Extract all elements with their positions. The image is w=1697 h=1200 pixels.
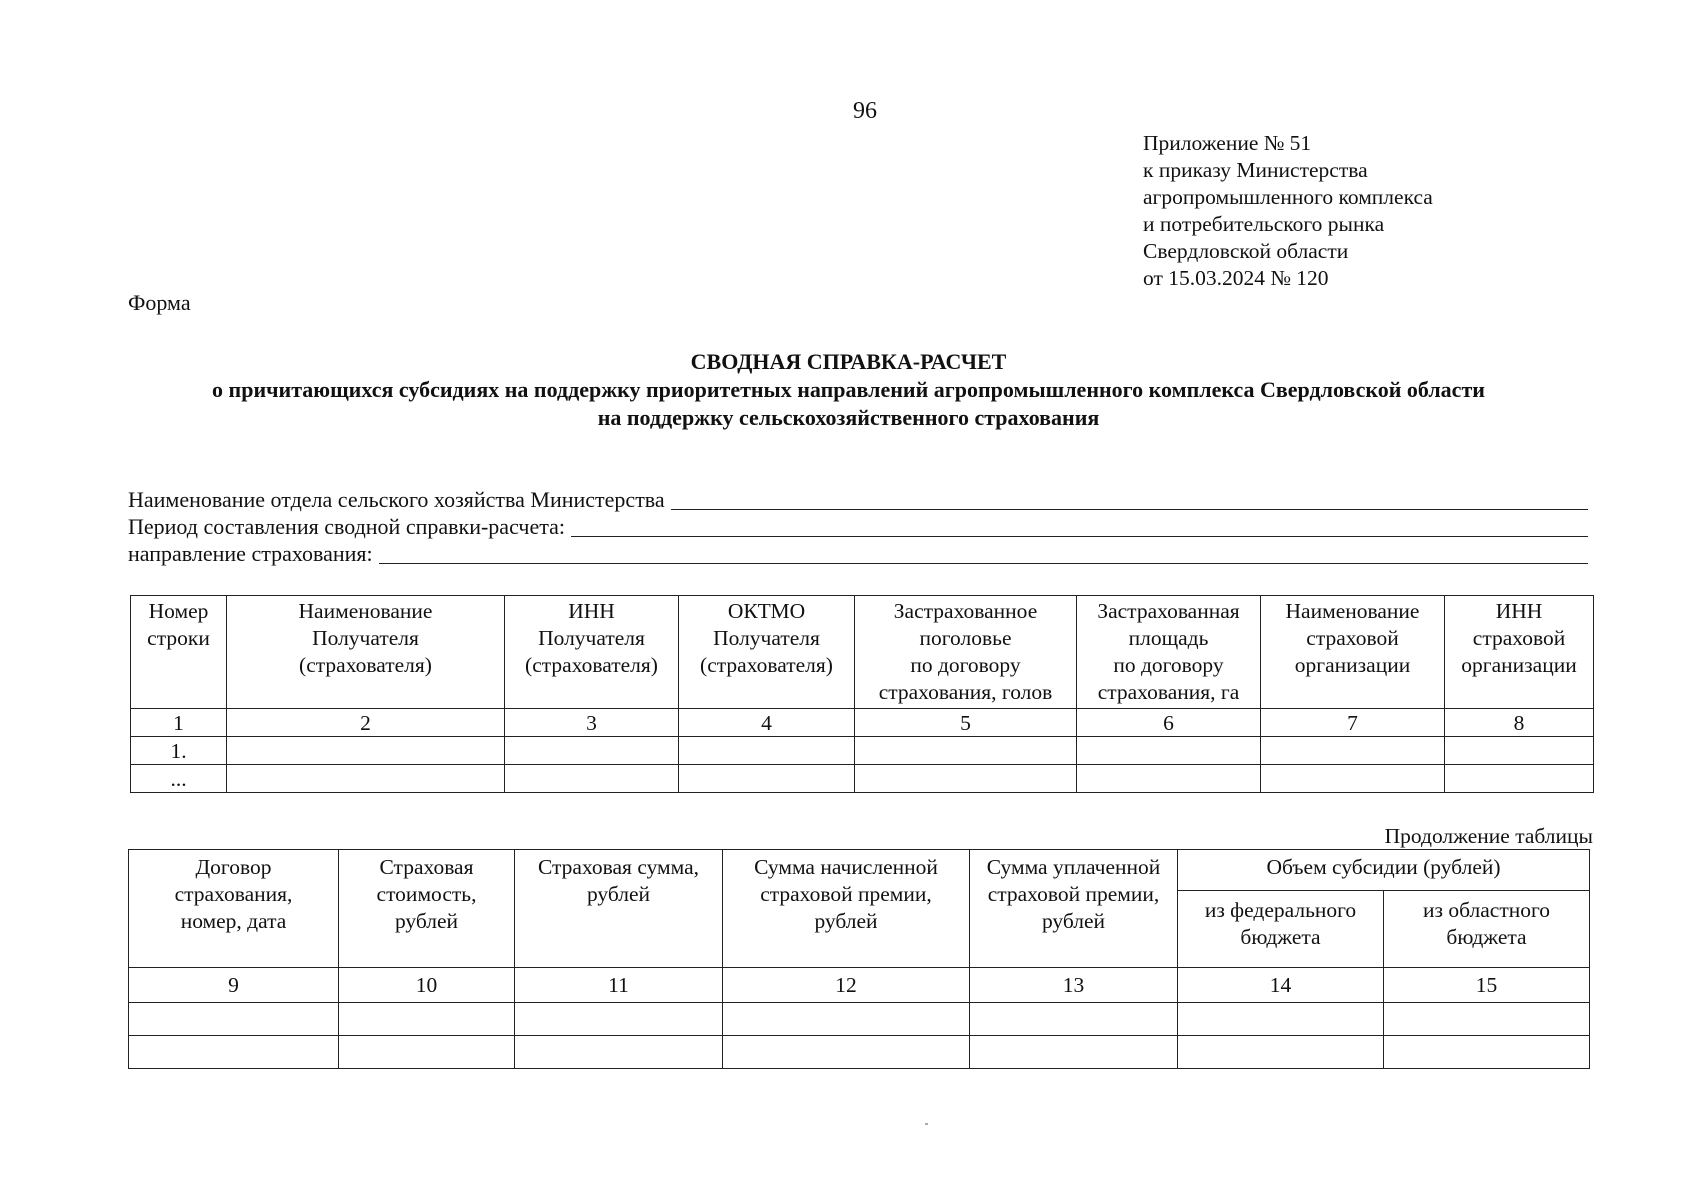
table-cell[interactable]	[505, 737, 679, 765]
appendix-line: от 15.03.2024 № 120	[1143, 266, 1329, 290]
subsidy-table	[128, 849, 1590, 1069]
table2-column-numbers	[129, 968, 1590, 1003]
row-number: 1.	[131, 737, 227, 765]
appendix-line: к приказу Министерства	[1143, 158, 1368, 182]
header-insured-sum: Страховая сумма, рублей	[515, 850, 723, 968]
table-continuation-label: Продолжение таблицы	[1384, 824, 1593, 848]
header-subsidy-volume: Объем субсидии (рублей)	[1178, 850, 1590, 891]
document-title	[0, 348, 1697, 432]
table-cell[interactable]	[723, 1036, 970, 1069]
column-number: 8	[1445, 709, 1594, 737]
title-line-3: на поддержку сельскохозяйственного страхования	[597, 405, 1100, 430]
form-label: Форма	[128, 290, 191, 315]
department-label: Наименование отдела сельского хозяйства Министерства	[128, 487, 665, 512]
table-row	[129, 1036, 1590, 1069]
header-recipient-inn: ИНН Получателя (страхователя)	[505, 596, 679, 709]
table-cell[interactable]	[1384, 1003, 1590, 1036]
table-cell[interactable]	[227, 765, 505, 793]
row-number: ...	[131, 765, 227, 793]
column-number: 3	[505, 709, 679, 737]
table-cell[interactable]	[1445, 737, 1594, 765]
table-cell[interactable]	[970, 1003, 1178, 1036]
table1-column-numbers	[131, 709, 1594, 737]
column-number: 2	[227, 709, 505, 737]
header-insurer-name: Наименование страховой организации	[1261, 596, 1445, 709]
table-cell[interactable]	[1384, 1036, 1590, 1069]
column-number: 7	[1261, 709, 1445, 737]
column-number: 6	[1077, 709, 1261, 737]
column-number: 11	[515, 968, 723, 1003]
insurance-direction-label: направление страхования:	[128, 541, 373, 566]
header-row-number: Номер строки	[131, 596, 227, 709]
table-row	[131, 737, 1594, 765]
table-row	[131, 765, 1594, 793]
department-fill-line[interactable]	[671, 489, 1588, 510]
header-contract: Договор страхования, номер, дата	[129, 850, 339, 968]
table-cell[interactable]	[339, 1036, 515, 1069]
title-line-2: о причитающихся субсидиях на поддержку приоритетных направлений агропромышленного комплекса Свердловской области	[212, 377, 1485, 402]
table-cell[interactable]	[679, 765, 855, 793]
table-cell[interactable]	[970, 1036, 1178, 1069]
header-insurer-inn: ИНН страховой организации	[1445, 596, 1594, 709]
appendix-line: и потребительского рынка	[1143, 212, 1385, 236]
period-label: Период составления сводной справки-расчета:	[128, 514, 565, 539]
table-cell[interactable]	[505, 765, 679, 793]
title-line-1: СВОДНАЯ СПРАВКА-РАСЧЕТ	[690, 349, 1007, 374]
period-field	[128, 513, 1588, 540]
header-insured-area: Застрахованная площадь по договору страхования, га	[1077, 596, 1261, 709]
table-cell[interactable]	[723, 1003, 970, 1036]
appendix-line: агропромышленного комплекса	[1143, 185, 1433, 209]
header-recipient-name: Наименование Получателя (страхователя)	[227, 596, 505, 709]
column-number: 12	[723, 968, 970, 1003]
header-paid-premium: Сумма уплаченной страховой премии, рублей	[970, 850, 1178, 968]
header-insured-livestock: Застрахованное поголовье по договору страхования, голов	[855, 596, 1077, 709]
table-cell[interactable]	[1178, 1036, 1384, 1069]
column-number: 15	[1384, 968, 1590, 1003]
table-cell[interactable]	[129, 1003, 339, 1036]
page-number: 96	[853, 98, 877, 124]
table-cell[interactable]	[855, 765, 1077, 793]
column-number: 14	[1178, 968, 1384, 1003]
appendix-line: Свердловской области	[1143, 239, 1349, 263]
table-cell[interactable]	[227, 737, 505, 765]
table-cell[interactable]	[515, 1036, 723, 1069]
table-cell[interactable]	[679, 737, 855, 765]
header-regional-budget: из областного бюджета	[1384, 891, 1590, 968]
table-cell[interactable]	[515, 1003, 723, 1036]
column-number: 4	[679, 709, 855, 737]
header-federal-budget: из федерального бюджета	[1178, 891, 1384, 968]
insurance-direction-field	[128, 540, 1588, 567]
table1-header-row	[131, 596, 1594, 709]
column-number: 1	[131, 709, 227, 737]
table-cell[interactable]	[1261, 765, 1445, 793]
appendix-line: Приложение № 51	[1143, 131, 1312, 155]
table-cell[interactable]	[855, 737, 1077, 765]
column-number: 13	[970, 968, 1178, 1003]
header-insured-value: Страховая стоимость, рублей	[339, 850, 515, 968]
table-row	[129, 1003, 1590, 1036]
recipients-table	[130, 595, 1594, 793]
table-cell[interactable]	[1077, 765, 1261, 793]
table-cell[interactable]	[129, 1036, 339, 1069]
appendix-block	[1143, 130, 1433, 292]
form-fields	[128, 486, 1588, 567]
department-field	[128, 486, 1588, 513]
scan-speck	[925, 1123, 928, 1125]
period-fill-line[interactable]	[571, 516, 1588, 537]
table-cell[interactable]	[1261, 737, 1445, 765]
column-number: 9	[129, 968, 339, 1003]
insurance-direction-fill-line[interactable]	[379, 543, 1588, 564]
table-cell[interactable]	[1077, 737, 1261, 765]
table-cell[interactable]	[1178, 1003, 1384, 1036]
column-number: 5	[855, 709, 1077, 737]
header-recipient-oktmo: ОКТМО Получателя (страхователя)	[679, 596, 855, 709]
column-number: 10	[339, 968, 515, 1003]
table-cell[interactable]	[1445, 765, 1594, 793]
header-accrued-premium: Сумма начисленной страховой премии, рублей	[723, 850, 970, 968]
table-cell[interactable]	[339, 1003, 515, 1036]
table2-header-row	[129, 850, 1590, 891]
